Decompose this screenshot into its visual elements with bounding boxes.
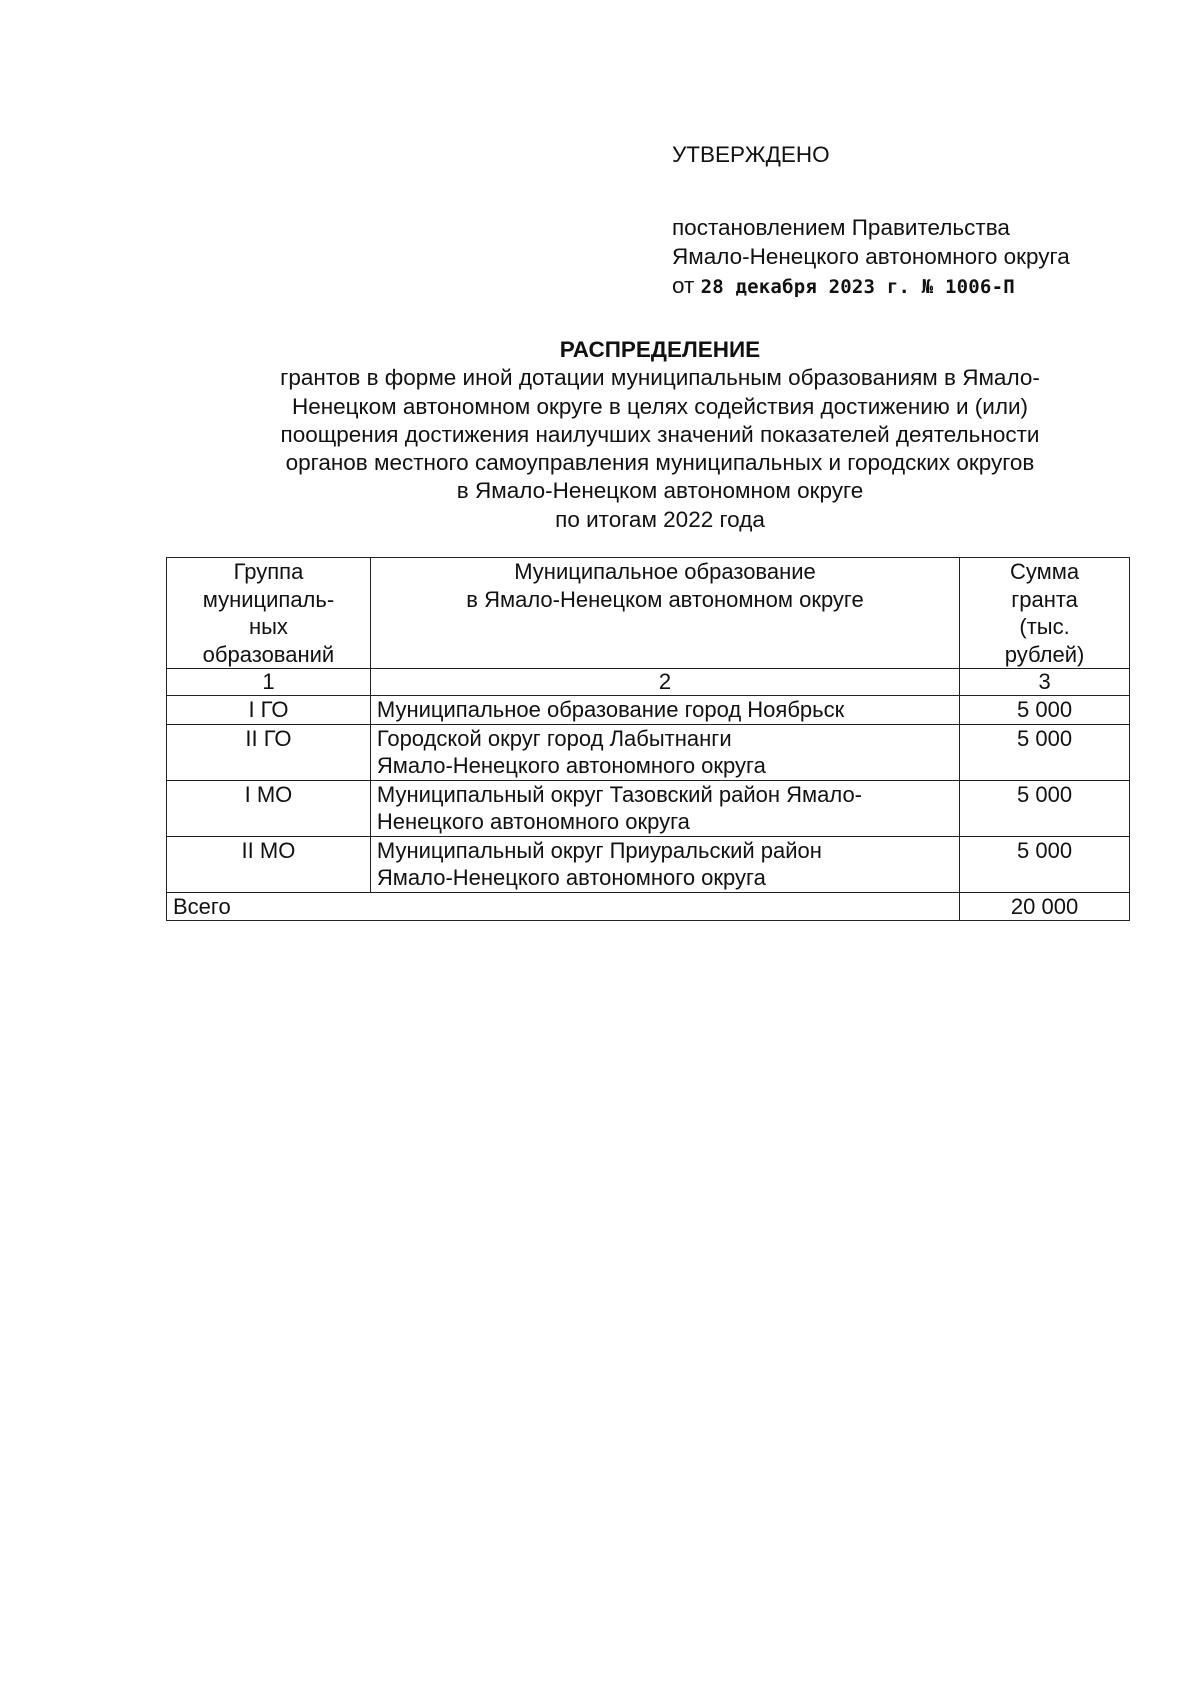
heading-line: по итогам 2022 года: [555, 506, 765, 532]
document-title: РАСПРЕДЕЛЕНИЕ: [559, 337, 761, 362]
header-amount: [960, 558, 1130, 669]
entity-line: Ненецкого автономного округа: [376, 809, 690, 834]
header-amount-line: рублей): [1004, 641, 1085, 667]
entity-line: Муниципальный округ Приуральский район: [376, 837, 822, 863]
header-amount-line: гранта: [1011, 586, 1078, 612]
approval-line-2: Ямало-Ненецкого автономного округа: [672, 244, 1070, 269]
header-group-line: образований: [202, 641, 335, 667]
amount-cell: 5 000: [960, 724, 1130, 780]
amount-cell: 5 000: [960, 696, 1130, 725]
heading-line: Ненецком автономном округе в целях содействия достижению и (или): [291, 393, 1029, 419]
document-heading: [200, 336, 1120, 534]
column-number: 2: [370, 669, 959, 696]
column-number: 3: [960, 669, 1130, 696]
entity-cell: [370, 696, 959, 725]
total-amount: 20 000: [960, 892, 1130, 921]
group-cell: I МО: [167, 780, 371, 836]
approval-date-prefix: от: [672, 273, 695, 298]
total-label: Всего: [167, 892, 960, 921]
entity-line: Муниципальное образование город Ноябрьск: [376, 697, 845, 722]
header-amount-line: (тыс.: [1019, 614, 1070, 639]
amount-cell: 5 000: [960, 780, 1130, 836]
header-group-line: ных: [248, 614, 288, 639]
entity-line: Ямало-Ненецкого автономного округа: [376, 865, 766, 890]
heading-line: грантов в форме иной дотации муниципальным образованиям в Ямало-: [280, 365, 1040, 391]
heading-line: в Ямало-Ненецком автономном округе: [456, 478, 864, 504]
table-row: [167, 696, 1130, 725]
entity-cell: [370, 780, 959, 836]
column-number: 1: [167, 669, 371, 696]
entity-line: Муниципальный округ Тазовский район Ямало-: [376, 781, 863, 807]
table-row: [167, 836, 1130, 892]
amount-cell: 5 000: [960, 836, 1130, 892]
group-cell: II МО: [167, 836, 371, 892]
header-group: [167, 558, 371, 669]
header-amount-line: Сумма: [1010, 559, 1080, 584]
approval-date-line: [672, 271, 1152, 302]
approval-line-1: постановлением Правительства: [672, 215, 1010, 240]
table-row: [167, 780, 1130, 836]
heading-line: органов местного самоуправления муниципальных и городских округов: [285, 450, 1035, 476]
column-number-row: [167, 669, 1130, 696]
entity-cell: [370, 724, 959, 780]
heading-line: поощрения достижения наилучших значений показателей деятельности: [280, 421, 1040, 447]
header-group-line: муниципаль-: [202, 586, 335, 612]
table-row: [167, 724, 1130, 780]
entity-line: Городской округ город Лабытнанги: [376, 725, 732, 751]
grant-distribution-table: [166, 557, 1130, 921]
entity-line: Ямало-Ненецкого автономного округа: [376, 753, 766, 778]
header-entity: [370, 558, 959, 669]
header-group-line: Группа: [233, 559, 304, 584]
entity-cell: [370, 836, 959, 892]
total-row: [167, 892, 1130, 921]
group-cell: II ГО: [167, 724, 371, 780]
header-entity-line: Муниципальное образование: [514, 559, 816, 584]
approval-block: [672, 140, 1152, 302]
approval-stamp: УТВЕРЖДЕНО: [672, 142, 830, 167]
table-header-row: [167, 558, 1130, 669]
group-cell: I ГО: [167, 696, 371, 725]
approval-date-number: 28 декабря 2023 г. № 1006-П: [700, 276, 1015, 298]
header-entity-line: в Ямало-Ненецком автономном округе: [466, 586, 864, 612]
